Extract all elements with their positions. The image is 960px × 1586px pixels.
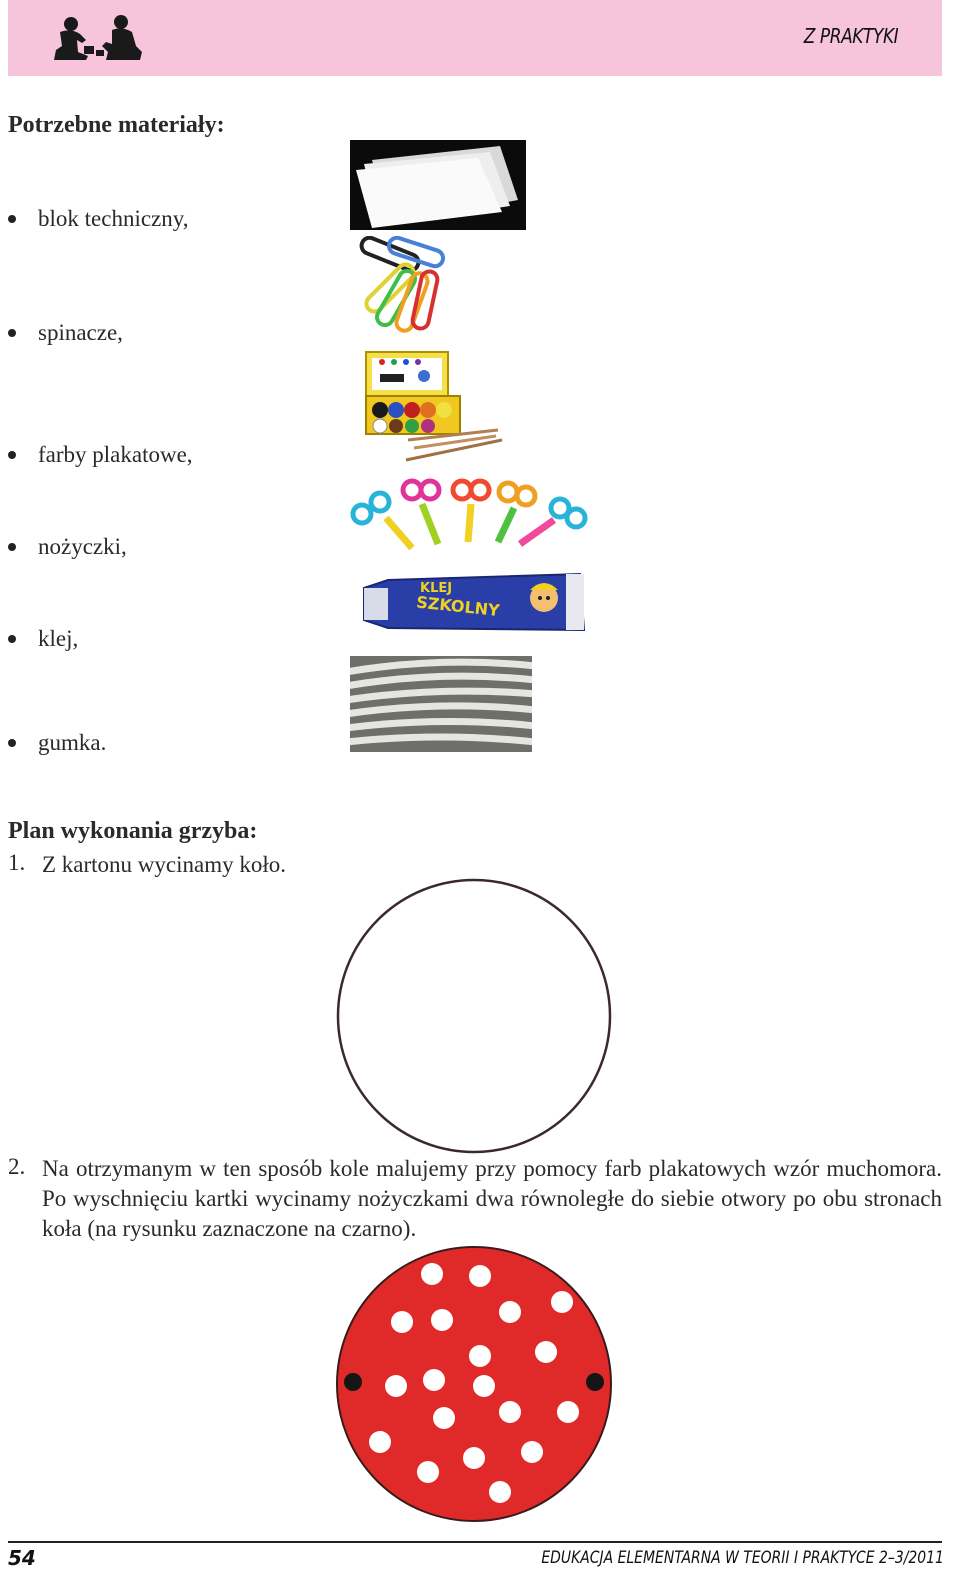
page-number: 54 [8, 1546, 36, 1570]
list-item-label: gumka. [38, 730, 107, 755]
bullet-icon [8, 329, 16, 337]
glue-tube-image [360, 568, 592, 644]
empty-circle-figure [334, 876, 614, 1156]
materials-heading: Potrzebne materiały: [8, 112, 225, 138]
list-item-label: nożyczki, [38, 534, 127, 559]
list-item [8, 206, 189, 232]
left-hole [344, 1373, 362, 1391]
paper-sheets-image [350, 140, 526, 230]
page-header [8, 0, 942, 76]
glue-label-line2: SZKOLNY [415, 592, 501, 621]
plan-heading: Plan wykonania grzyba: [8, 818, 258, 844]
journal-title: EDUKACJA ELEMENTARNA W TEORII I PRAKTYCE 2–3/2011 [541, 1548, 944, 1568]
glue-label-line1: KLEJ [420, 581, 453, 596]
children-silhouette-logo [46, 12, 146, 62]
step-number: 1. [8, 850, 26, 875]
step-text: Na otrzymanym w ten sposób kole malujemy przy pomocy farb plakatowych wzór muchomora. Po wyschnięciu kartki wycinamy nożyczkami dwa równoległe do siebie otwory po obu stronach koła (na rysunku zaznaczone na czarno). [42, 1156, 942, 1241]
section-label: Z PRAKTYKI [803, 24, 898, 48]
toadstool-circle-figure [334, 1244, 614, 1524]
list-item-label: blok techniczny, [38, 206, 189, 231]
bullet-icon [8, 635, 16, 643]
list-item [8, 626, 78, 652]
bullet-icon [8, 451, 16, 459]
paper-clips-image [352, 236, 452, 342]
list-item-label: spinacze, [38, 320, 123, 345]
list-item [8, 320, 123, 346]
poster-paints-image [352, 350, 508, 468]
elastic-cord-image [350, 656, 532, 752]
list-item [8, 534, 127, 560]
bullet-icon [8, 739, 16, 747]
bullet-icon [8, 543, 16, 551]
right-hole [586, 1373, 604, 1391]
bullet-icon [8, 215, 16, 223]
step-number: 2. [8, 1154, 26, 1179]
list-item [8, 442, 193, 468]
list-item-label: klej, [38, 626, 79, 651]
footer-divider [8, 1541, 942, 1543]
list-item-label: farby plakatowe, [38, 442, 193, 467]
list-item [8, 730, 106, 756]
step-text: Z kartonu wycinamy koło. [42, 852, 287, 877]
scissors-image [350, 478, 590, 554]
